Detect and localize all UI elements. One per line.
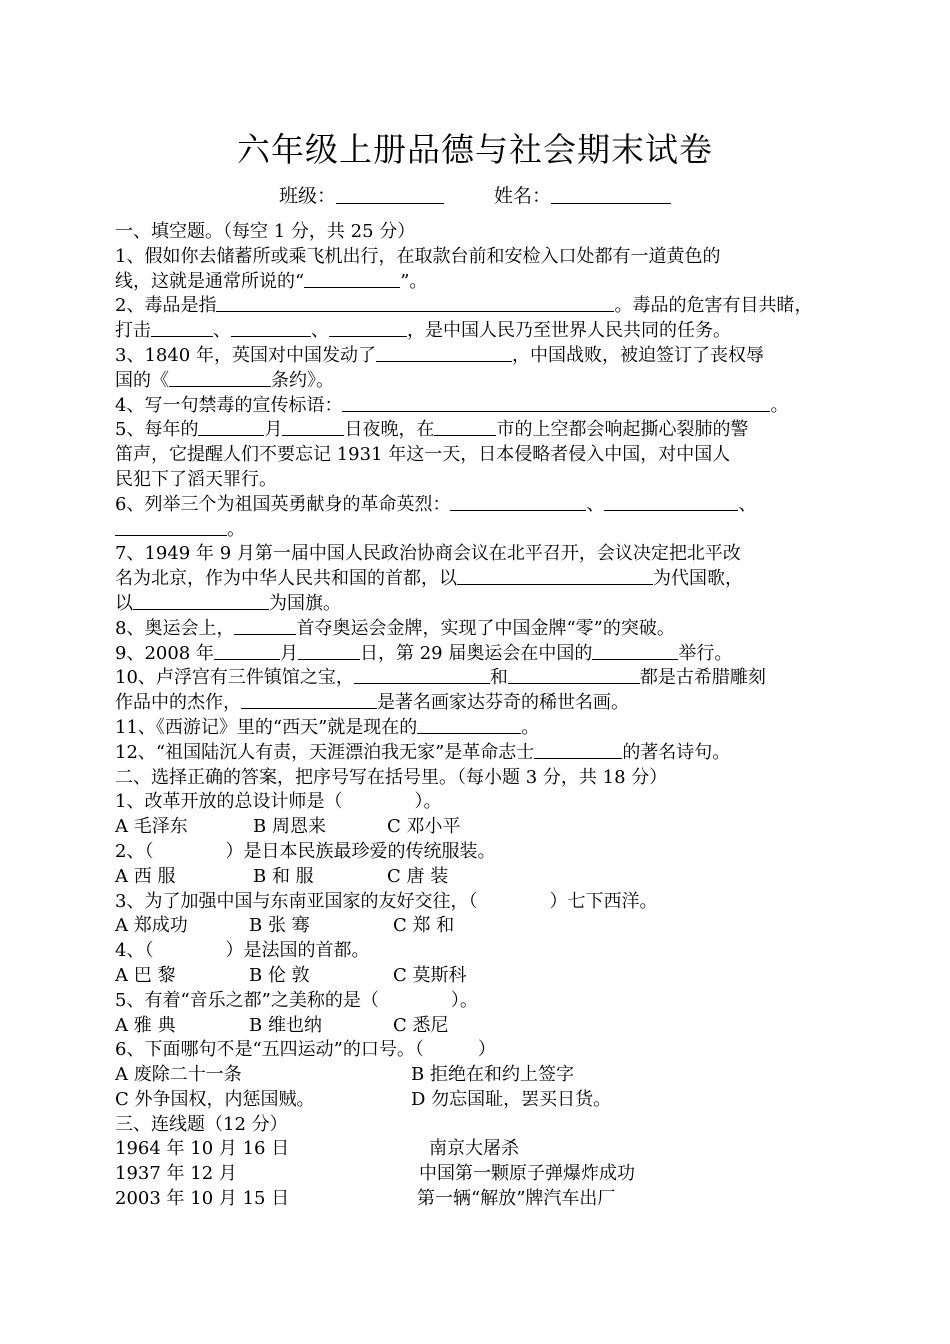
option-b[interactable]: B 维也纳 <box>249 1014 322 1036</box>
answer-blank[interactable] <box>151 319 213 337</box>
q3-line-b: 国的《 条约》。 <box>115 369 334 391</box>
answer-blank[interactable] <box>234 617 296 635</box>
q9-line: 9、2008 年 月 日，第 29 届奥运会在中国的 举行。 <box>115 642 733 664</box>
option-c[interactable]: C 邓小平 <box>387 816 461 838</box>
mc-q1: 1、改革开放的总设计师是（ ）。 <box>115 791 442 813</box>
match-row-2 <box>115 1162 850 1187</box>
q10-line-a: 10、卢浮宫有三件镇馆之宝， 和 都是古希腊雕刻 <box>115 667 766 689</box>
option-a[interactable]: A 废除二十一条 <box>115 1064 242 1086</box>
mc-q6-options-ab <box>115 1063 850 1088</box>
mc-q3-options <box>115 914 850 939</box>
option-c[interactable]: C 唐 装 <box>387 865 449 887</box>
q2-line-b: 打击 、 、 ，是中国人民乃至世界人民共同的任务。 <box>115 320 731 342</box>
mc-q2: 2、（ ）是日本民族最珍爱的传统服装。 <box>115 840 496 862</box>
match-row-3 <box>115 1187 850 1212</box>
name-label: 姓名： <box>494 185 552 207</box>
answer-blank[interactable] <box>214 642 280 660</box>
q11-line: 11、《西游记》里的“西天”就是现在的 。 <box>115 716 540 738</box>
option-b[interactable]: B 和 服 <box>253 865 314 887</box>
mc-q1-options <box>115 815 850 840</box>
page-title: 六年级上册品德与社会期末试卷 <box>237 130 713 169</box>
answer-blank[interactable] <box>376 344 512 362</box>
option-b[interactable]: B 拒绝在和约上签字 <box>411 1064 574 1086</box>
q3-line-a: 3、1840 年，英国对中国发动了 ，中国战败，被迫签订了丧权辱 <box>115 344 764 366</box>
exam-content <box>115 220 850 1212</box>
option-d[interactable]: D 勿忘国耻，罢买日货。 <box>411 1088 612 1110</box>
q12-line: 12、“祖国陆沉人有责，天涯漂泊我无家”是革命志士 的著名诗句。 <box>115 741 731 763</box>
answer-blank[interactable] <box>434 418 496 436</box>
answer-blank[interactable] <box>216 294 614 312</box>
answer-blank[interactable] <box>450 493 586 511</box>
mc-q5: 5、有着“音乐之都”之美称的是（ ）。 <box>115 989 478 1011</box>
q6-line-b: 。 <box>115 518 850 543</box>
class-blank[interactable] <box>336 185 444 204</box>
option-a[interactable]: A 郑成功 <box>115 915 188 937</box>
match-left[interactable]: 1964 年 10 月 16 日 <box>115 1138 290 1160</box>
answer-blank[interactable] <box>282 418 344 436</box>
q7-line-a: 7、1949 年 9 月第一届中国人民政治协商会议在北平召开，会议决定把北平改 <box>115 543 741 565</box>
q5-line-a: 5、每年的 月 日夜晚，在 市的上空都会响起撕心裂肺的警 <box>115 419 749 441</box>
answer-blank[interactable] <box>298 642 360 660</box>
answer-blank[interactable] <box>198 418 264 436</box>
match-right[interactable]: 中国第一颗原子弹爆炸成功 <box>419 1163 635 1185</box>
option-b[interactable]: B 张 骞 <box>249 915 310 937</box>
answer-blank[interactable] <box>115 518 227 536</box>
section3-heading: 三、连线题（12 分） <box>115 1113 288 1135</box>
answer-blank[interactable] <box>354 666 490 684</box>
section1-heading: 一、填空题。（每空 1 分，共 25 分） <box>115 221 416 242</box>
mc-q6-options-cd <box>115 1088 850 1113</box>
answer-blank[interactable] <box>592 642 678 660</box>
mc-q5-options <box>115 1014 850 1039</box>
q2-line-a: 2、毒品是指 。毒品的危害有目共睹， <box>115 295 813 317</box>
student-info <box>0 181 950 208</box>
answer-blank[interactable] <box>417 716 521 734</box>
option-b[interactable]: B 伦 敦 <box>249 964 310 986</box>
mc-q3: 3、为了加强中国与东南亚国家的友好交往，（ ）七下西洋。 <box>115 890 658 912</box>
option-c[interactable]: C 外争国权，内惩国贼。 <box>115 1088 315 1110</box>
option-b[interactable]: B 周恩来 <box>253 816 326 838</box>
q1-line-b: 线，这就是通常所说的“ ”。 <box>115 270 428 292</box>
q6-line-a: 6、列举三个为祖国英勇献身的革命英烈： 、 、 <box>115 493 757 515</box>
match-left[interactable]: 2003 年 10 月 15 日 <box>115 1188 290 1210</box>
match-left[interactable]: 1937 年 12 月 <box>115 1163 237 1185</box>
option-a[interactable]: A 巴 黎 <box>115 964 176 986</box>
answer-blank[interactable] <box>534 741 622 759</box>
mc-q2-options <box>115 865 850 890</box>
answer-blank[interactable] <box>329 319 407 337</box>
option-a[interactable]: A 西 服 <box>115 865 176 887</box>
option-c[interactable]: C 莫斯科 <box>393 964 467 986</box>
class-label: 班级： <box>278 185 336 207</box>
answer-blank[interactable] <box>169 369 271 387</box>
q8-line: 8、奥运会上， 首夺奥运会金牌，实现了中国金牌“零”的突破。 <box>115 617 675 639</box>
q1-line-a: 1、假如你去储蓄所或乘飞机出行，在取款台前和安检入口处都有一道黄色的 <box>115 245 721 267</box>
match-row-1 <box>115 1137 850 1162</box>
mc-q6: 6、下面哪句不是“五四运动”的口号。（ ） <box>115 1039 496 1061</box>
option-a[interactable]: A 毛泽东 <box>115 816 188 838</box>
answer-blank[interactable] <box>231 319 311 337</box>
mc-q4-options <box>115 964 850 989</box>
q7-line-b: 名为北京，作为中华人民共和国的首都，以 为代国歌， <box>115 568 743 590</box>
answer-blank[interactable] <box>241 691 377 709</box>
q5-line-b: 笛声，它提醒人们不要忘记 1931 年这一天，日本侵略者侵入中国，对中国人 <box>115 444 731 466</box>
answer-blank[interactable] <box>604 493 738 511</box>
q5-line-c: 民犯下了滔天罪行。 <box>115 468 277 490</box>
answer-blank[interactable] <box>133 592 269 610</box>
answer-blank[interactable] <box>342 394 770 412</box>
option-a[interactable]: A 雅 典 <box>115 1014 176 1036</box>
mc-q4: 4、（ ）是法国的首都。 <box>115 940 370 962</box>
answer-blank[interactable] <box>304 270 400 288</box>
match-right[interactable]: 南京大屠杀 <box>429 1138 519 1160</box>
name-blank[interactable] <box>551 185 671 204</box>
option-c[interactable]: C 郑 和 <box>393 915 455 937</box>
q10-line-b: 作品中的杰作， 是著名画家达芬奇的稀世名画。 <box>115 692 629 714</box>
answer-blank[interactable] <box>457 567 653 585</box>
section2-heading: 二、选择正确的答案，把序号写在括号里。（每小题 3 分，共 18 分） <box>115 766 668 788</box>
answer-blank[interactable] <box>508 666 640 684</box>
option-c[interactable]: C 悉尼 <box>393 1014 449 1036</box>
q7-line-c: 以 为国旗。 <box>115 592 341 614</box>
q4-line: 4、写一句禁毒的宣传标语： 。 <box>115 394 789 416</box>
match-right[interactable]: 第一辆“解放”牌汽车出厂 <box>417 1188 616 1210</box>
